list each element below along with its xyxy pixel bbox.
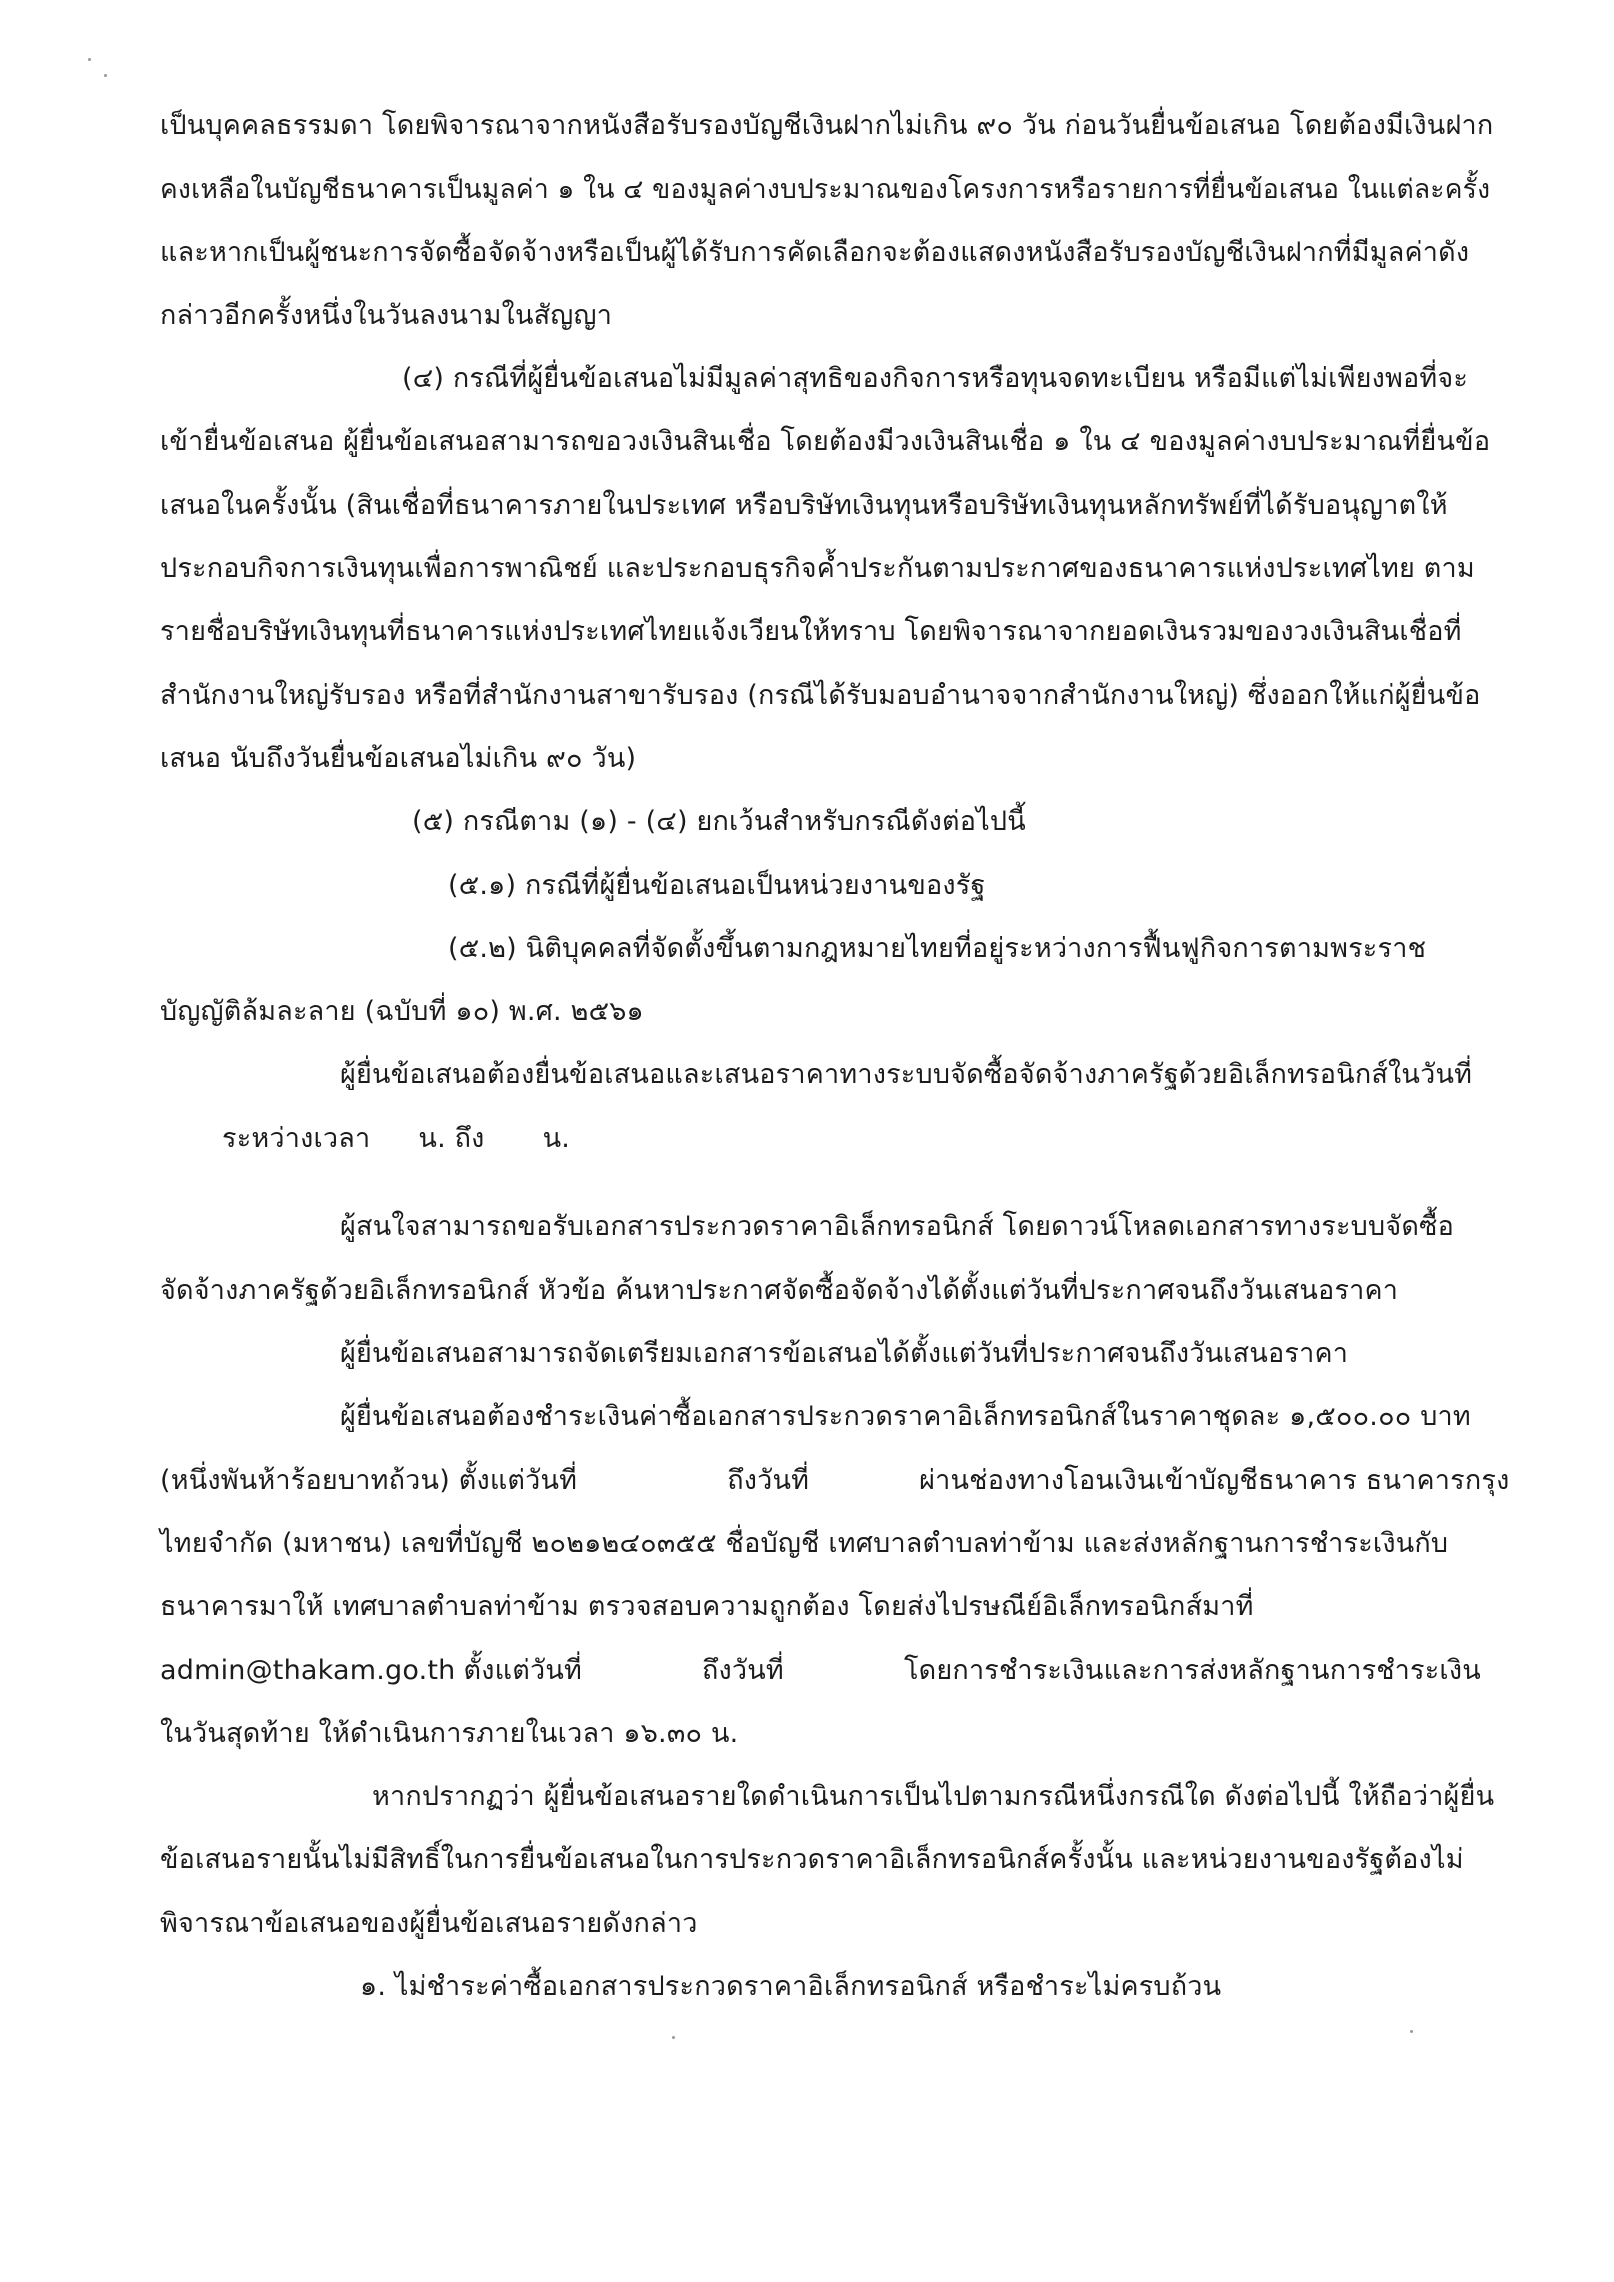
paragraph-line: ในวันสุดท้าย ให้ดำเนินการภายในเวลา ๑๖.๓๐ น.	[160, 1718, 739, 1749]
paragraph-line: บัญญัติล้มละลาย (ฉบับที่ ๑๐) พ.ศ. ๒๕๖๑	[160, 996, 644, 1027]
scan-speck	[672, 2036, 675, 2039]
paragraph-line: เสนอ นับถึงวันยื่นข้อเสนอไม่เกิน ๙๐ วัน)	[160, 743, 637, 774]
paragraph-line: ธนาคารมาให้ เทศบาลตำบลท่าข้าม ตรวจสอบความถูกต้อง โดยส่งไปรษณีย์อิเล็กทรอนิกส์มาที่	[160, 1591, 1254, 1622]
date-to-label: ถึงวันที่	[727, 1465, 810, 1496]
paragraph-line: ๑. ไม่ชำระค่าซื้อเอกสารประกวดราคาอิเล็กทรอนิกส์ หรือชำระไม่ครบถ้วน	[360, 1971, 1222, 2002]
email-date-from-label: ตั้งแต่วันที่	[463, 1655, 582, 1686]
paragraph-line: เป็นบุคคลธรรมดา โดยพิจารณาจากหนังสือรับรองบัญชีเงินฝากไม่เกิน ๙๐ วัน ก่อนวันยื่นข้อเสนอ โดยต้องมีเงินฝาก	[160, 110, 1494, 141]
time-to-label: น. ถึง	[418, 1123, 485, 1154]
paragraph-line: (๔) กรณีที่ผู้ยื่นข้อเสนอไม่มีมูลค่าสุทธิของกิจการหรือทุนจดทะเบียน หรือมีแต่ไม่เพียงพอที่จะ	[402, 363, 1469, 394]
paragraph-line: หากปรากฏว่า ผู้ยื่นข้อเสนอรายใดดำเนินการเป็นไปตามกรณีหนึ่งกรณีใด ดังต่อไปนี้ ให้ถือว่าผู้ยื่น	[372, 1781, 1495, 1812]
paragraph-line: จัดจ้างภาครัฐด้วยอิเล็กทรอนิกส์ หัวข้อ ค้นหาประกาศจัดซื้อจัดจ้างได้ตั้งแต่วันที่ประกาศจนถึงวันเสนอราคา	[160, 1275, 1399, 1306]
paragraph-line: ประกอบกิจการเงินทุนเพื่อการพาณิชย์ และประกอบธุรกิจค้ำประกันตามประกาศของธนาคารแห่งประเทศไทย ตาม	[160, 553, 1475, 584]
scan-speck	[1410, 2030, 1413, 2033]
paragraph-line: คงเหลือในบัญชีธนาคารเป็นมูลค่า ๑ ใน ๔ ของมูลค่างบประมาณของโครงการหรือรายการที่ยื่นข้อเสนอ ในแต่ละครั้ง	[160, 174, 1491, 205]
paragraph-line: ไทยจำกัด (มหาชน) เลขที่บัญชี ๒๐๒๑๒๔๐๓๕๕ ชื่อบัญชี เทศบาลตำบลท่าข้าม และส่งหลักฐานการชำระเงินกับ	[160, 1528, 1449, 1559]
time-label: ระหว่างเวลา	[222, 1123, 371, 1154]
paragraph-line: ผู้ยื่นข้อเสนอต้องชำระเงินค่าซื้อเอกสารประกวดราคาอิเล็กทรอนิกส์ในราคาชุดละ ๑,๕๐๐.๐๐ บาท	[340, 1401, 1471, 1432]
scan-speck	[88, 58, 91, 61]
paragraph-line: เสนอในครั้งนั้น (สินเชื่อที่ธนาคารภายในประเทศ หรือบริษัทเงินทุนหรือบริษัทเงินทุนหลักทรัพย์ที่ได้รับอนุญาตให้	[160, 490, 1448, 521]
paragraph-line: พิจารณาข้อเสนอของผู้ยื่นข้อเสนอรายดังกล่าว	[160, 1908, 698, 1939]
date-line	[160, 1461, 1509, 1501]
time-unit: น.	[542, 1123, 571, 1154]
scan-speck	[104, 74, 107, 77]
paragraph-line: ข้อเสนอรายนั้นไม่มีสิทธิ์ในการยื่นข้อเสนอในการประกวดราคาอิเล็กทรอนิกส์ครั้งนั้น และหน่วยงานของรัฐต้องไม่	[160, 1844, 1464, 1875]
time-line	[222, 1119, 570, 1159]
paragraph-line: สำนักงานใหญ่รับรอง หรือที่สำนักงานสาขารับรอง (กรณีได้รับมอบอำนาจจากสำนักงานใหญ่) ซึ่งออกให้แก่ผู้ยื่นข้อ	[160, 680, 1481, 711]
paragraph-line: เข้ายื่นข้อเสนอ ผู้ยื่นข้อเสนอสามารถขอวงเงินสินเชื่อ โดยต้องมีวงเงินสินเชื่อ ๑ ใน ๔ ของมูลค่างบประมาณที่ยื่นข้อ	[160, 426, 1491, 457]
paragraph-line: (๕.๑) กรณีที่ผู้ยื่นข้อเสนอเป็นหน่วยงานของรัฐ	[448, 870, 986, 901]
paragraph-line: รายชื่อบริษัทเงินทุนที่ธนาคารแห่งประเทศไทยแจ้งเวียนให้ทราบ โดยพิจารณาจากยอดเงินรวมของวงเงินสินเชื่อที่	[160, 616, 1462, 647]
date-from-label: (หนึ่งพันห้าร้อยบาทถ้วน) ตั้งแต่วันที่	[160, 1465, 578, 1496]
paragraph-line: ผู้ยื่นข้อเสนอสามารถจัดเตรียมเอกสารข้อเสนอได้ตั้งแต่วันที่ประกาศจนถึงวันเสนอราคา	[340, 1338, 1349, 1369]
paragraph-line: (๕) กรณีตาม (๑) - (๔) ยกเว้นสำหรับกรณีดังต่อไปนี้	[412, 806, 1026, 837]
paragraph-line: ผู้ยื่นข้อเสนอต้องยื่นข้อเสนอและเสนอราคาทางระบบจัดซื้อจัดจ้างภาครัฐด้วยอิเล็กทรอนิกส์ในวันที่	[340, 1059, 1473, 1090]
email-line	[160, 1651, 1481, 1691]
proof-submission-text: โดยการชำระเงินและการส่งหลักฐานการชำระเงิน	[903, 1655, 1481, 1686]
paragraph-line: กล่าวอีกครั้งหนึ่งในวันลงนามในสัญญา	[160, 300, 613, 331]
email-date-to-label: ถึงวันที่	[701, 1655, 784, 1686]
payment-channel-text: ผ่านช่องทางโอนเงินเข้าบัญชีธนาคาร ธนาคารกรุง	[919, 1465, 1510, 1496]
paragraph-line: และหากเป็นผู้ชนะการจัดซื้อจัดจ้างหรือเป็นผู้ได้รับการคัดเลือกจะต้องแสดงหนังสือรับรองบัญชีเงินฝากที่มีมูลค่าดัง	[160, 237, 1470, 268]
paragraph-line: (๕.๒) นิติบุคคลที่จัดตั้งขึ้นตามกฎหมายไทยที่อยู่ระหว่างการฟื้นฟูกิจการตามพระราช	[448, 933, 1427, 964]
email-address: admin@thakam.go.th	[160, 1655, 456, 1686]
paragraph-line: ผู้สนใจสามารถขอรับเอกสารประกวดราคาอิเล็กทรอนิกส์ โดยดาวน์โหลดเอกสารทางระบบจัดซื้อ	[340, 1211, 1455, 1242]
